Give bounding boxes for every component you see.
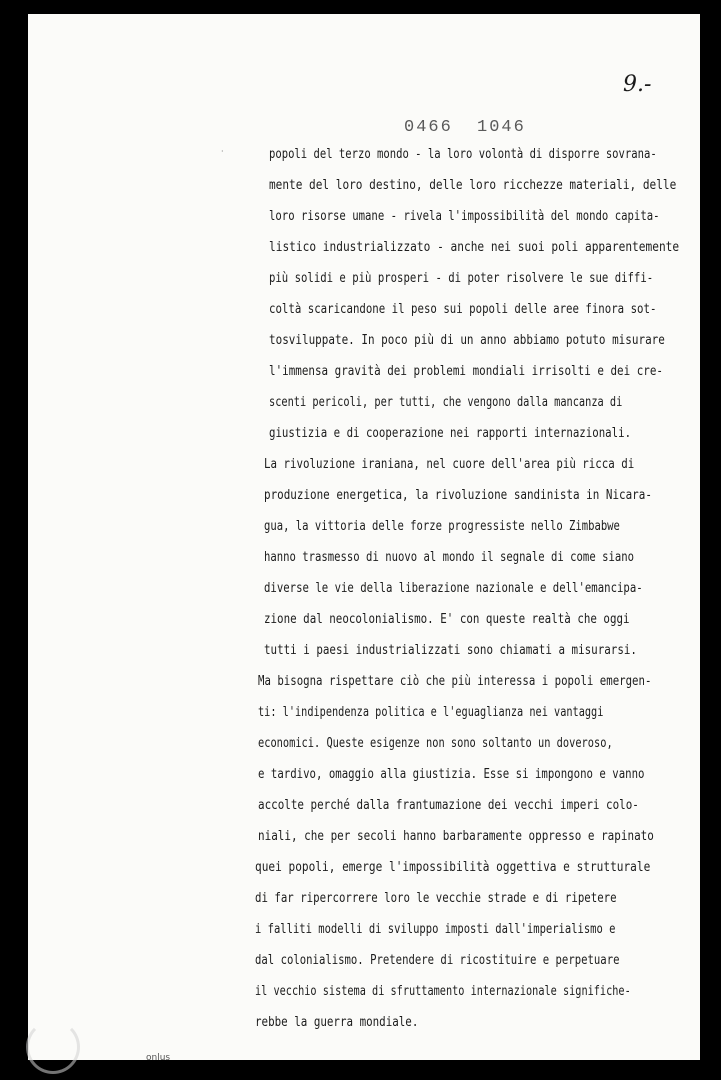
text-line: niali, che per secoli hanno barbaramente oppresso e rapinato — [258, 829, 654, 844]
text-line: l'immensa gravità dei problemi mondiali irrisolti e dei cre- — [269, 364, 664, 379]
text-line: quei popoli, emerge l'impossibilità oggettiva e strutturale — [255, 860, 651, 875]
archive-code-stamp: 0466 1046 — [404, 118, 526, 137]
text-line: Ma bisogna rispettare ciò che più interessa i popoli emergen- — [258, 674, 652, 689]
text-line: il vecchio sistema di sfruttamento internazionale significhe- — [255, 984, 631, 999]
text-line: mente del loro destino, delle loro ricchezze materiali, delle — [269, 178, 677, 193]
text-line: loro risorse umane - rivela l'impossibilità del mondo capita- — [269, 209, 660, 224]
text-line: coltà scaricandone il peso sui popoli delle aree finora sot- — [269, 302, 657, 317]
text-line: i falliti modelli di sviluppo imposti dall'imperialismo e — [255, 922, 616, 937]
watermark-logo-icon — [26, 1020, 80, 1074]
text-line: hanno trasmesso di nuovo al mondo il segnale di come siano — [264, 550, 634, 565]
text-line: listico industrializzato - anche nei suoi poli apparentemente — [269, 240, 680, 255]
text-line: diverse le vie della liberazione nazionale e dell'emancipa- — [264, 581, 643, 596]
page-number: 9.- — [623, 72, 652, 97]
text-line: economici. Queste esigenze non sono soltanto un doveroso, — [258, 736, 613, 751]
text-line: tutti i paesi industrializzati sono chiamati a misurarsi. — [264, 643, 637, 658]
text-line: scenti pericoli, per tutti, che vengono dalla mancanza di — [269, 395, 623, 410]
document-page — [28, 14, 700, 1060]
text-line: zione dal neocolonialismo. E' con queste realtà che oggi — [264, 612, 630, 627]
text-line: tosviluppate. In poco più di un anno abbiamo potuto misurare — [269, 333, 665, 348]
text-line: più solidi e più prosperi - di poter risolvere le sue diffi- — [269, 271, 654, 286]
text-line: giustizia e di cooperazione nei rapporti internazionali. — [269, 426, 632, 441]
text-line: e tardivo, omaggio alla giustizia. Esse si impongono e vanno — [258, 767, 645, 782]
text-line: produzione energetica, la rivoluzione sandinista in Nicara- — [264, 488, 652, 503]
text-line: ti: l'indipendenza politica e l'eguaglianza nei vantaggi — [258, 705, 604, 720]
text-line: La rivoluzione iraniana, nel cuore dell'area più ricca di — [264, 457, 635, 472]
margin-mark: · — [221, 147, 224, 156]
watermark-text: onlus — [146, 1053, 171, 1063]
text-line: dal colonialismo. Pretendere di ricostituire e perpetuare — [255, 953, 620, 968]
text-line: di far ripercorrere loro le vecchie strade e di ripetere — [255, 891, 617, 906]
text-line: rebbe la guerra mondiale. — [255, 1015, 419, 1030]
text-line: gua, la vittoria delle forze progressiste nello Zimbabwe — [264, 519, 620, 534]
text-line: popoli del terzo mondo - la loro volontà di disporre sovrana- — [269, 147, 657, 162]
text-line: accolte perché dalla frantumazione dei vecchi imperi colo- — [258, 798, 639, 813]
